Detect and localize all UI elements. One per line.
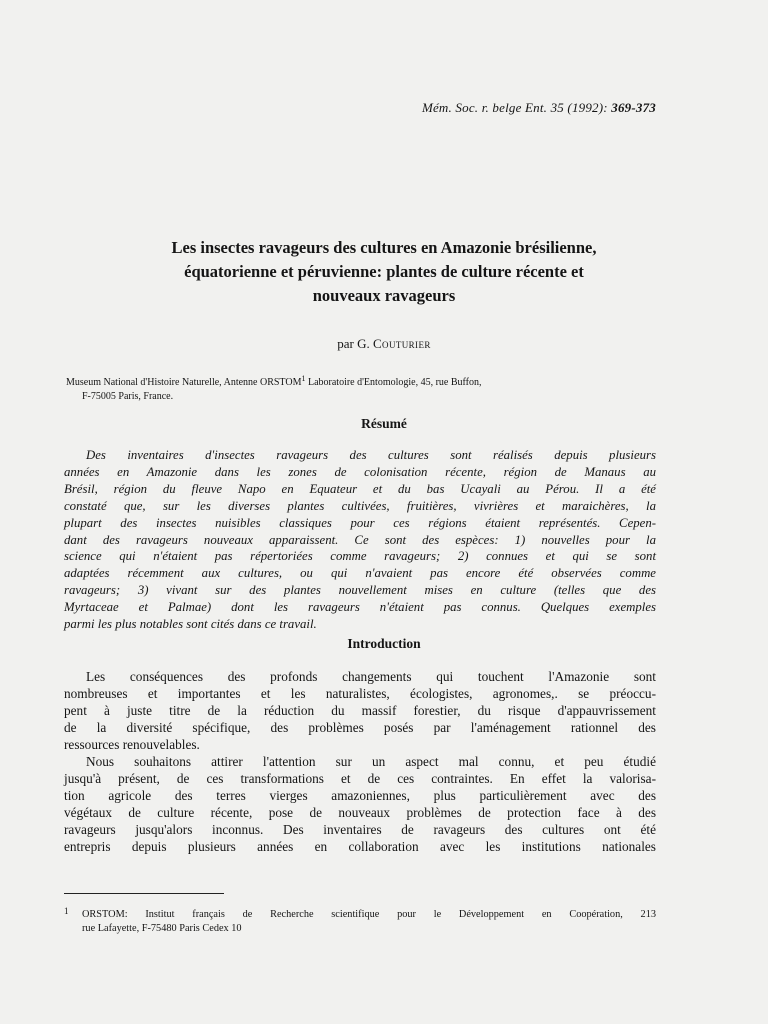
title-line: équatorienne et péruvienne: plantes de culture récente et [184, 262, 584, 281]
resume-heading: Résumé [361, 416, 407, 431]
intro-line: jusqu'à présent, de ces transformations et de ces contraintes. En effet la valorisa- [64, 771, 656, 787]
author-name: Couturier [372, 336, 431, 351]
title-line: Les insectes ravageurs des cultures en Amazonie brésilienne, [171, 238, 597, 257]
intro-line: nombreuses et importantes et les naturalistes, écologistes, agronomes,. se préoccu- [64, 686, 656, 702]
journal-citation [422, 100, 656, 116]
abstract-line: science qui n'étaient pas répertoriées comme ravageurs; 2) connues et qui se sont [64, 549, 656, 564]
abstract-text [64, 447, 656, 633]
abstract-line: plupart des insectes nuisibles classiques pour ces régions étaient représentés. Cepen- [64, 515, 656, 530]
affiliation-line1-start: Museum National d'Histoire Naturelle, Antenne ORSTOM [66, 377, 302, 388]
article-title [70, 236, 698, 308]
intro-line: ressources renouvelables. [64, 737, 200, 753]
footnote-reference: 1 [301, 374, 306, 383]
intro-line: pent à juste titre de la réduction du massif forestier, du risque d'appauvrissement [64, 703, 656, 719]
footnote [64, 908, 656, 936]
byline-prefix: par G. [337, 336, 370, 351]
introduction-text [64, 668, 656, 856]
introduction-heading: Introduction [347, 636, 421, 651]
author-byline [0, 336, 768, 352]
abstract-line: années en Amazonie dans les zones de colonisation récente, région de Manaus au [64, 464, 656, 479]
abstract-line: dant des ravageurs nouveaux apparaissent. Ce sont des espèces: 1) nouvelles pour la [64, 532, 656, 547]
intro-line: Nous souhaitons attirer l'attention sur un aspect mal connu, et peu étudié [86, 754, 656, 770]
footnote-line: rue Lafayette, F-75480 Paris Cedex 10 [82, 923, 242, 934]
citation-text: Mém. Soc. r. belge Ent. 35 (1992): [421, 100, 608, 115]
title-line: nouveaux ravageurs [312, 286, 456, 305]
intro-line: de la diversité spécifique, des problèmes posés par l'aménagement rationnel des [64, 720, 656, 736]
abstract-line: Myrtaceae et Palmae) dont les ravageurs n'étaient pas connus. Quelques exemples [64, 600, 656, 615]
abstract-line: parmi les plus notables sont cités dans ce travail. [64, 617, 317, 632]
affiliation-line2: F-75005 Paris, France. [82, 391, 174, 402]
intro-line: végétaux de culture récente, pose de nouveaux problèmes de protection face à des [64, 805, 656, 821]
intro-line: entrepris depuis plusieurs années en collaboration avec les institutions nationales [64, 839, 656, 855]
citation-pages: 369-373 [611, 100, 656, 115]
footnote-line: ORSTOM: Institut français de Recherche scientifique pour le Développement en Coopération, 213 [82, 909, 656, 920]
abstract-line: ravageurs; 3) vivant sur des plantes nouvellement mises en culture (telles que des [64, 583, 656, 598]
footnote-divider [64, 893, 224, 894]
abstract-line: Des inventaires d'insectes ravageurs des cultures sont réalisés depuis plusieurs [86, 448, 656, 462]
abstract-line: adaptées récemment aux cultures, ou qui n'avaient pas encore été observées comme [64, 566, 656, 581]
intro-line: tion agricole des terres vierges amazoniennes, plus particulièrement avec des [64, 788, 656, 804]
footnote-mark: 1 [64, 906, 69, 916]
intro-line: Les conséquences des profonds changements qui touchent l'Amazonie sont [86, 669, 656, 684]
abstract-line: Brésil, région du fleuve Napo en Equateur et du bas Ucayali au Pérou. Il a été [64, 481, 656, 496]
affiliation-line1-end: Laboratoire d'Entomologie, 45, rue Buffon, [305, 377, 482, 388]
intro-line: ravageurs jusqu'alors inconnus. Des inventaires de ravageurs des cultures ont été [64, 822, 656, 838]
author-affiliation [66, 376, 658, 404]
abstract-line: constaté que, sur les diverses plantes cultivées, fruitières, vivrières et maraichères, la [64, 498, 656, 513]
